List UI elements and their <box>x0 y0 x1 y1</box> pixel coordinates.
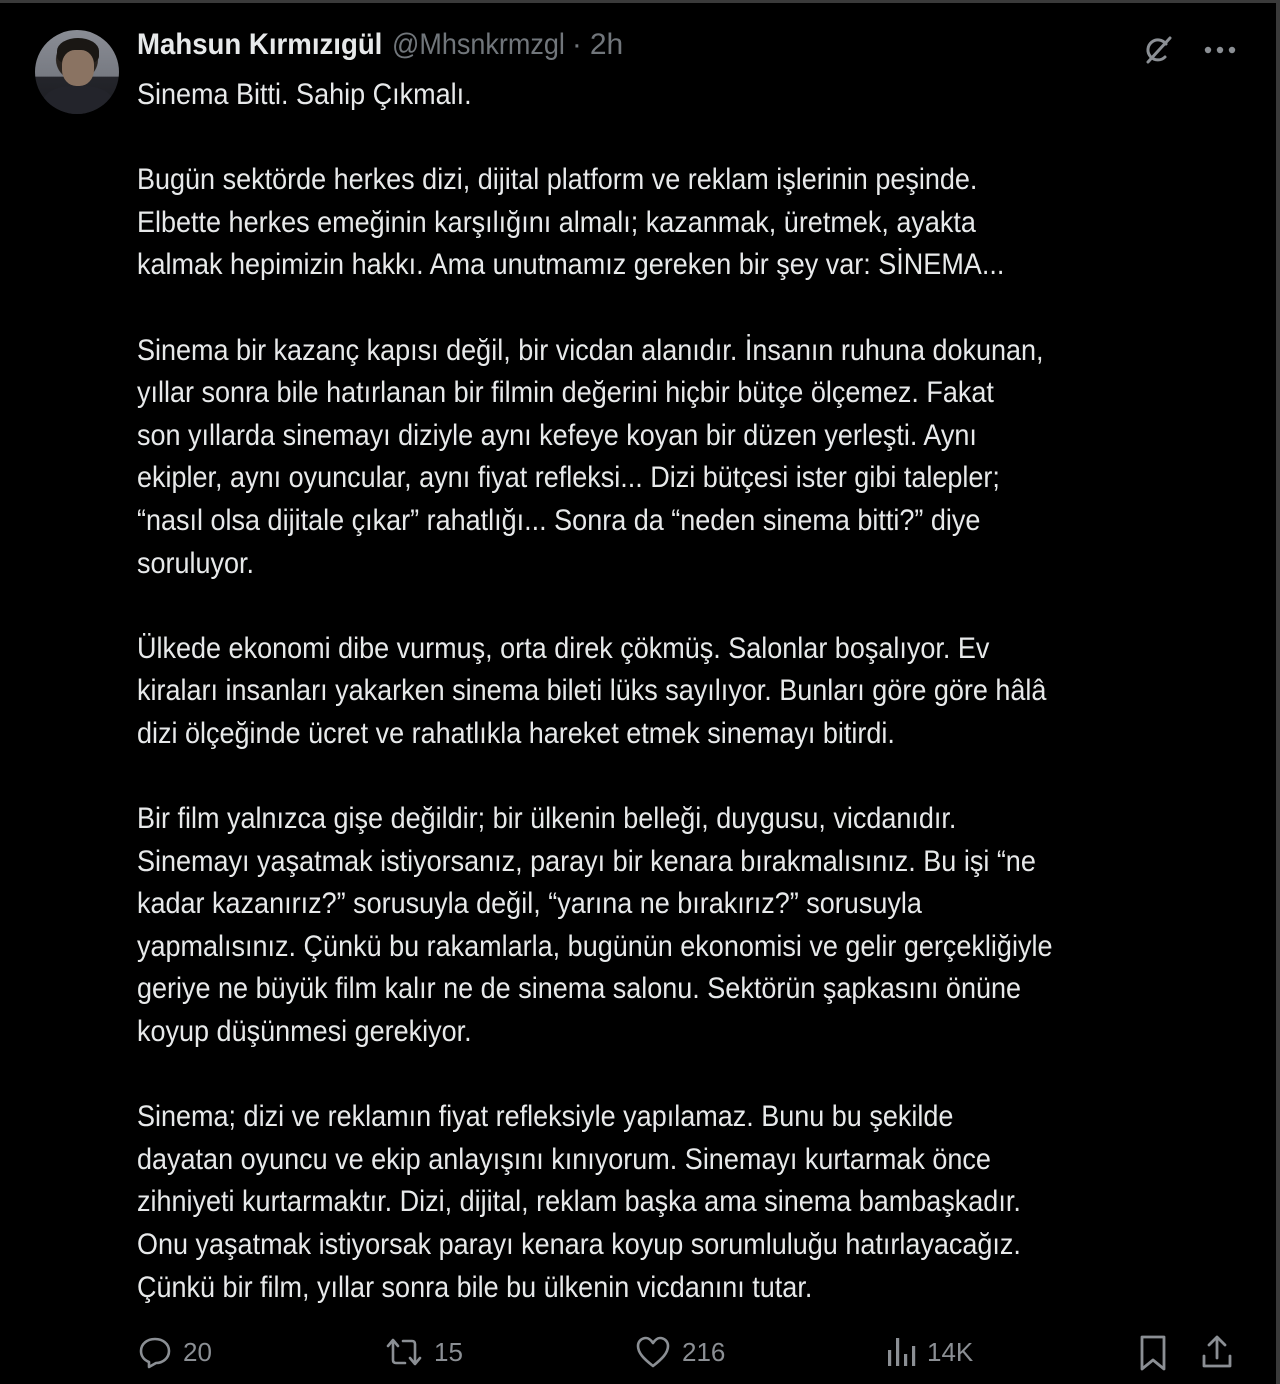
repost-icon <box>384 1334 424 1370</box>
tweet-header <box>137 28 623 70</box>
bookmark-icon <box>1137 1334 1169 1372</box>
text-line: Sinemayı yaşatmak istiyorsanız, parayı bir kenara bırakmalısınız. Bu işi “ne <box>137 844 1036 878</box>
avatar-face <box>62 50 94 86</box>
text-line: Bugün sektörde herkes dizi, dijital platform ve reklam işlerinin peşinde. <box>137 163 978 197</box>
grok-icon[interactable] <box>1140 32 1176 68</box>
text-line: Bir film yalnızca gişe değildir; bir ülkenin belleği, duygusu, vicdanıdır. <box>137 802 957 836</box>
views-count: 14K <box>927 1336 974 1367</box>
text-line: yapmalısınız. Çünkü bu rakamlarla, bugünün ekonomisi ve gelir gerçekliğiyle <box>137 929 1053 963</box>
text-line: Onu yaşatmak istiyorsak parayı kenara koyup sorumluluğu hatırlayacağız. <box>137 1228 1021 1262</box>
repost-count: 15 <box>434 1336 463 1367</box>
text-line: ekipler, aynı oyuncular, aynı fiyat refleksi... Dizi bütçesi ister gibi talepler; <box>137 461 1000 495</box>
bookmark-button[interactable] <box>1137 1334 1169 1372</box>
window-border-right <box>1276 0 1280 1384</box>
text-line: soruluyor. <box>137 546 255 580</box>
tweet-paragraph <box>137 74 1257 117</box>
reply-button[interactable] <box>137 1334 212 1370</box>
tweet-paragraph <box>137 798 1257 1054</box>
text-line: zihniyeti kurtarmaktır. Dizi, dijital, reklam başka ama sinema bambaşkadır. <box>137 1185 1021 1219</box>
text-line: Elbette herkes emeğinin karşılığını almalı; kazanmak, üretmek, ayakta <box>137 205 976 239</box>
tweet-paragraph <box>137 330 1257 586</box>
text-line: Sinema bir kazanç kapısı değil, bir vicdan alanıdır. İnsanın ruhuna dokunan, <box>137 333 1044 367</box>
tweet-title-line: Sinema Bitti. Sahip Çıkmalı. <box>137 78 472 111</box>
share-button[interactable] <box>1200 1334 1234 1370</box>
window-border-top <box>0 0 1280 3</box>
more-icon[interactable] <box>1204 45 1236 55</box>
text-line: koyup düşünmesi gerekiyor. <box>137 1015 472 1049</box>
text-line: son yıllarda sinemayı diziyle aynı kefeye koyan bir düzen yerleşti. Aynı <box>137 418 977 452</box>
text-line: geriye ne büyük film kalır ne de sinema salonu. Sektörün şapkasını önüne <box>137 972 1022 1006</box>
author-handle[interactable]: @Mhsnkrmzgl <box>391 28 565 61</box>
text-line: yıllar sonra bile hatırlanan bir filmin değerini hiçbir bütçe ölçemez. Fakat <box>137 376 994 410</box>
text-line: Sinema; dizi ve reklamın fiyat refleksiyle yapılamaz. Bunu bu şekilde <box>137 1100 954 1134</box>
views-icon <box>885 1334 917 1370</box>
avatar[interactable] <box>35 30 119 114</box>
like-button[interactable] <box>634 1334 725 1370</box>
tweet-top-actions <box>1140 32 1236 68</box>
text-line: kalmak hepimizin hakkı. Ama unutmamız gereken bir şey var: SİNEMA... <box>137 248 1005 282</box>
heart-icon <box>634 1334 672 1370</box>
like-count: 216 <box>682 1336 726 1367</box>
repost-button[interactable] <box>384 1334 463 1370</box>
reply-icon <box>137 1334 173 1370</box>
author-name[interactable]: Mahsun Kırmızıgül <box>137 28 383 61</box>
views-button[interactable] <box>885 1334 973 1370</box>
tweet-body <box>137 74 1257 1352</box>
text-line: dayatan oyuncu ve ekip anlayışını kınıyorum. Sinemayı kurtarmak önce <box>137 1142 991 1176</box>
tweet-paragraph <box>137 159 1257 287</box>
text-line: “nasıl olsa dijitale çıkar” rahatlığı... Sonra da “neden sinema bitti?” diye <box>137 503 981 537</box>
text-line: kiraları insanları yakarken sinema bileti lüks sayılıyor. Bunları göre göre hâlâ <box>137 674 1047 708</box>
separator-dot: · <box>571 28 582 61</box>
share-icon <box>1200 1334 1234 1370</box>
text-line: kadar kazanırız?” sorusuyla değil, “yarına ne bırakırız?” sorusuyla <box>137 887 922 921</box>
tweet-paragraph <box>137 1096 1257 1309</box>
text-line: Çünkü bir film, yıllar sonra bile bu ülkenin vicdanını tutar. <box>137 1270 813 1304</box>
avatar-suit <box>43 86 113 114</box>
reply-count: 20 <box>183 1336 212 1367</box>
timestamp[interactable]: 2h <box>589 28 624 61</box>
text-line: Ülkede ekonomi dibe vurmuş, orta direk çökmüş. Salonlar boşalıyor. Ev <box>137 631 990 665</box>
tweet-action-bar <box>137 1334 1237 1378</box>
tweet-paragraph <box>137 628 1257 756</box>
text-line: dizi ölçeğinde ücret ve rahatlıkla hareket etmek sinemayı bitirdi. <box>137 716 895 750</box>
